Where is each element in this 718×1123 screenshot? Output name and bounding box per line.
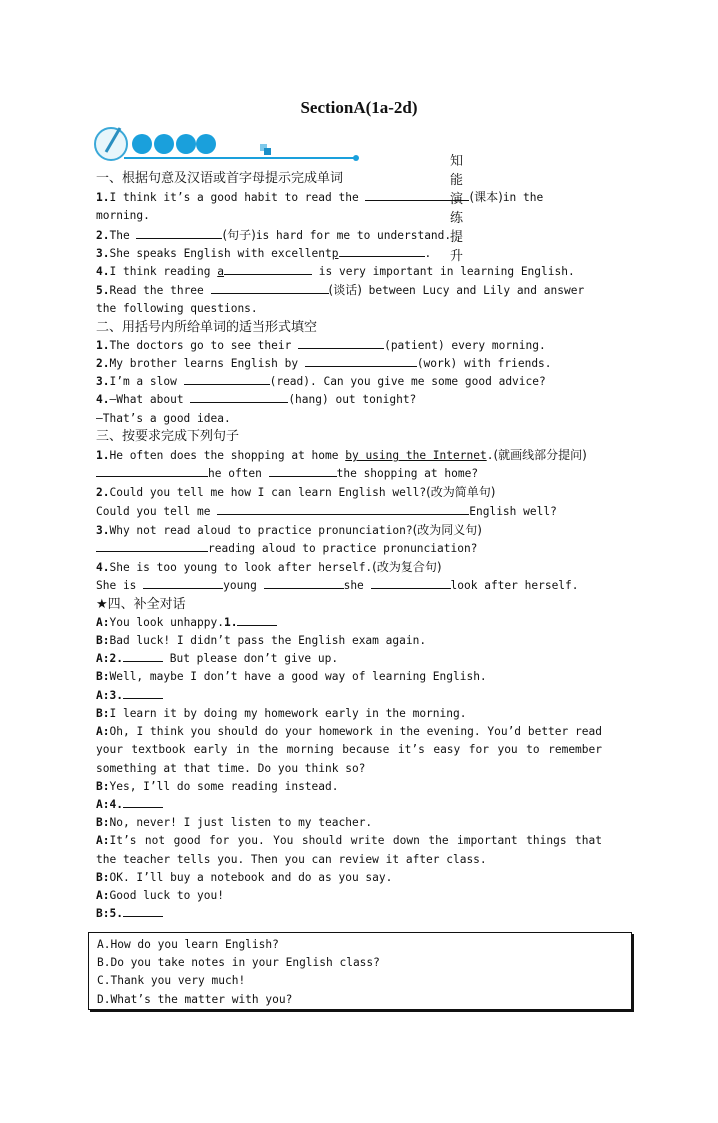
option-a: A.How do you learn English? bbox=[97, 938, 279, 951]
s2-q4-reply: —That’s a good idea. bbox=[96, 411, 231, 425]
s3-q3-answer: reading aloud to practice pronunciation? bbox=[96, 540, 602, 558]
dialog-line: B:Well, maybe I don’t have a good way of learning English. bbox=[96, 670, 487, 684]
s1-q5: 5.Read the three (谈话) between Lucy and Lily and answer bbox=[96, 283, 585, 298]
answer-blank[interactable] bbox=[269, 465, 337, 477]
s1-q5-cont: the following questions. bbox=[96, 302, 258, 316]
s3-q1-answer: he often the shopping at home? bbox=[96, 465, 602, 483]
s3-q1: 1.He often does the shopping at home by using the Internet.(就画线部分提问) bbox=[96, 448, 587, 463]
s3-q4: 4.She is too young to look after herself.(改为复合句) bbox=[96, 560, 442, 575]
answer-blank[interactable] bbox=[224, 263, 312, 275]
worksheet-content bbox=[96, 170, 602, 923]
s3-q4-answer: She is young she look after herself. bbox=[96, 579, 579, 593]
answer-blank[interactable] bbox=[190, 391, 288, 403]
answer-blank[interactable] bbox=[339, 245, 425, 257]
answer-blank[interactable] bbox=[264, 577, 344, 589]
dialog-line: A:You look unhappy.1. bbox=[96, 614, 602, 632]
s2-q3: 3.I’m a slow (read). Can you give me some good advice? bbox=[96, 375, 546, 389]
s1-q3: 3.She speaks English with excellentp . bbox=[96, 246, 432, 260]
s1-q1-cont: morning. bbox=[96, 209, 150, 223]
s1-q4: 4.I think reading a is very important in learning English. bbox=[96, 265, 575, 279]
section4-header: ★四、补全对话 bbox=[96, 596, 186, 612]
answer-blank[interactable] bbox=[96, 540, 208, 552]
answer-blank[interactable] bbox=[136, 227, 222, 239]
answer-blank[interactable] bbox=[217, 503, 469, 515]
dialog-line: A:2. But please don’t give up. bbox=[96, 652, 339, 666]
dialog-line: B:No, never! I just listen to my teacher. bbox=[96, 816, 373, 830]
s2-q2: 2.My brother learns English by (work) with friends. bbox=[96, 357, 552, 371]
option-c: C.Thank you very much! bbox=[97, 974, 246, 988]
dialog-line: A:4. bbox=[96, 796, 602, 814]
s1-q1: 1.I think it’s a good habit to read the (课本)in the bbox=[96, 190, 544, 205]
dialog-line: A:3. bbox=[96, 687, 602, 705]
answer-blank[interactable] bbox=[143, 577, 223, 589]
s3-q3: 3.Why not read aloud to practice pronunciation?(改为同义句) bbox=[96, 522, 482, 537]
dialog-line: B:I learn it by doing my homework early in the morning. bbox=[96, 706, 467, 720]
dialog-line: A:It’s not good for you. You should write down the important things that the teacher tells you. Then you can review it after class. bbox=[96, 834, 602, 866]
page-title: SectionA(1a-2d) bbox=[300, 98, 418, 117]
banner-label: 知能演练提升 bbox=[450, 154, 464, 264]
answer-blank[interactable] bbox=[123, 796, 163, 808]
dialog-line: A:Oh, I think you should do your homework in the evening. You’d better read your textbook early in the morning because it’s easy for you to remember something at that time. Do you think so? bbox=[96, 725, 602, 775]
s2-q1: 1.The doctors go to see their (patient) every morning. bbox=[96, 338, 546, 352]
dialog-line: B:5. bbox=[96, 905, 602, 923]
pen-circle-icon bbox=[94, 120, 454, 166]
answer-blank[interactable] bbox=[123, 650, 163, 662]
answer-blank[interactable] bbox=[365, 189, 469, 201]
s3-q2: 2.Could you tell me how I can learn English well?(改为简单句) bbox=[96, 485, 496, 500]
answer-blank[interactable] bbox=[123, 687, 163, 699]
answer-blank[interactable] bbox=[298, 337, 384, 349]
dialog-line: A:Good luck to you! bbox=[96, 888, 224, 902]
answer-blank[interactable] bbox=[96, 465, 208, 477]
answer-blank[interactable] bbox=[211, 282, 329, 294]
dialog-line: B:Yes, I’ll do some reading instead. bbox=[96, 779, 339, 793]
answer-blank[interactable] bbox=[305, 355, 417, 367]
option-b: B.Do you take notes in your English class? bbox=[97, 956, 380, 970]
section2-header: 二、用括号内所给单词的适当形式填空 bbox=[96, 319, 318, 335]
s1-q2: 2.The (句子)is hard for me to understand. bbox=[96, 227, 452, 242]
section3-header: 三、按要求完成下列句子 bbox=[96, 428, 240, 444]
answer-blank[interactable] bbox=[371, 577, 451, 589]
answer-blank[interactable] bbox=[184, 373, 270, 385]
answer-blank[interactable] bbox=[237, 614, 277, 626]
options-box bbox=[88, 932, 632, 1010]
option-d: D.What’s the matter with you? bbox=[97, 992, 293, 1006]
s3-q2-answer: Could you tell me English well? bbox=[96, 504, 557, 518]
s2-q4: 4.—What about (hang) out tonight? bbox=[96, 393, 417, 407]
dialog-line: B:Bad luck! I didn’t pass the English exam again. bbox=[96, 634, 427, 648]
dialog-line: B:OK. I’ll buy a notebook and do as you say. bbox=[96, 870, 393, 884]
section1-header: 一、根据句意及汉语或首字母提示完成单词 bbox=[96, 171, 344, 186]
answer-blank[interactable] bbox=[123, 905, 163, 917]
